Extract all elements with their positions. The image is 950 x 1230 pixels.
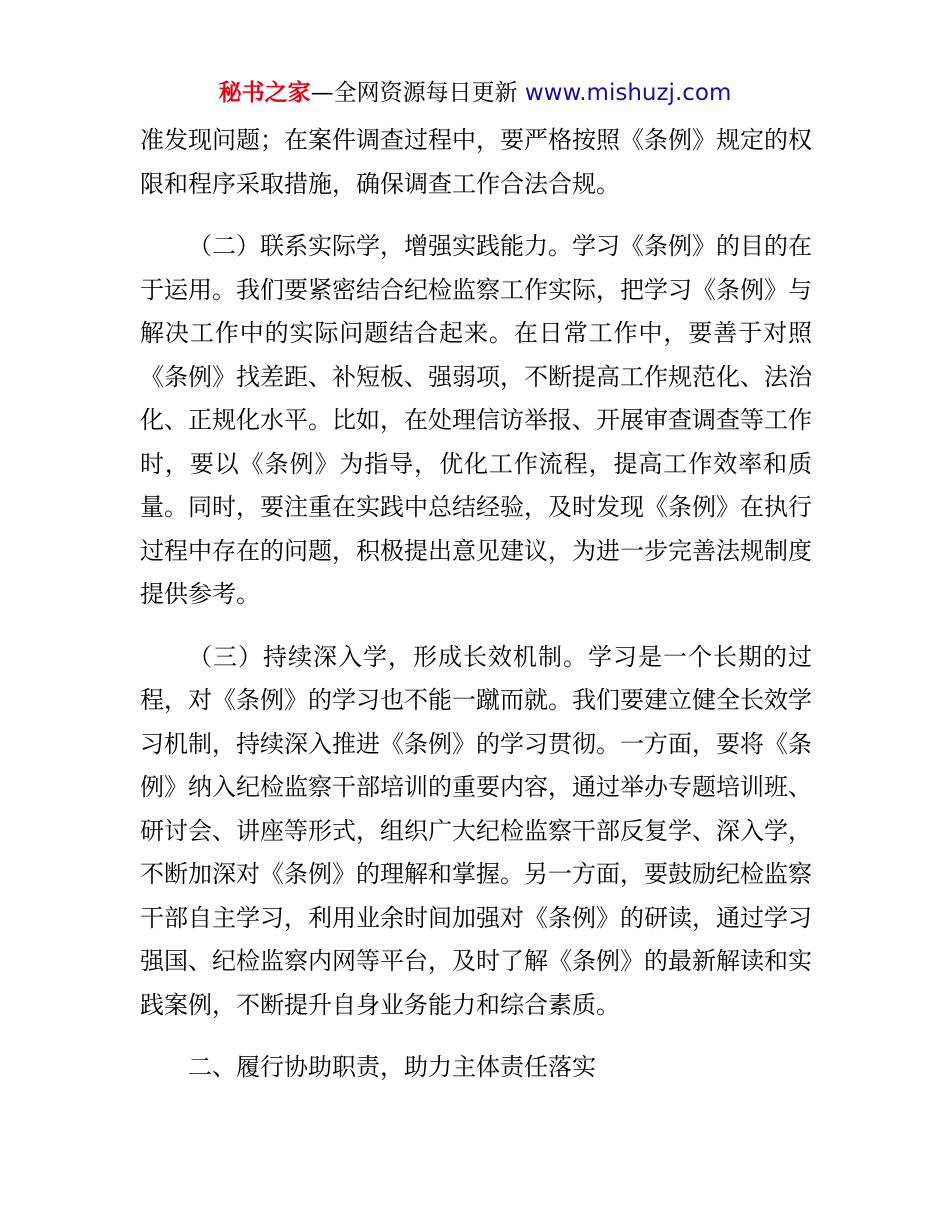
header-site-link[interactable]: www.mishuzj.com	[524, 80, 732, 106]
paragraph-continued: 准发现问题；在案件调查过程中，要严格按照《条例》规定的权限和程序采取措施，确保调查工作合法合规。	[140, 126, 812, 198]
section-heading: 二、履行协助职责，助力主体责任落实	[188, 1053, 596, 1081]
page-header	[0, 76, 950, 110]
paragraph-section-two: （二）联系实际学，增强实践能力。学习《条例》的目的在于运用。我们要紧密结合纪检监察工作实际，把学习《条例》与解决工作中的实际问题结合起来。在日常工作中，要善于对照《条例》找差距、补短板、强弱项，不断提高工作规范化、法治化、正规化水平。比如，在处理信访举报、开展审查调查等工作时，要以《条例》为指导，优化工作流程，提高工作效率和质量。同时，要注重在实践中总结经验，及时发现《条例》在执行过程中存在的问题，积极提出意见建议，为进一步完善法规制度提供参考。	[140, 232, 812, 608]
header-tagline: —全网资源每日更新	[310, 80, 525, 106]
document-body	[140, 119, 812, 1090]
paragraph-section-three: （三）持续深入学，形成长效机制。学习是一个长期的过程，对《条例》的学习也不能一蹴而就。我们要建立健全长效学习机制，持续深入推进《条例》的学习贯彻。一方面，要将《条例》纳入纪检监察干部培训的重要内容，通过举办专题培训班、研讨会、讲座等形式，组织广大纪检监察干部反复学、深入学，不断加深对《条例》的理解和掌握。另一方面，要鼓励纪检监察干部自主学习，利用业余时间加强对《条例》的研读，通过学习强国、纪检监察内网等平台，及时了解《条例》的最新解读和实践案例，不断提升自身业务能力和综合素质。	[140, 642, 812, 1019]
header-brand: 秘书之家	[218, 80, 311, 106]
